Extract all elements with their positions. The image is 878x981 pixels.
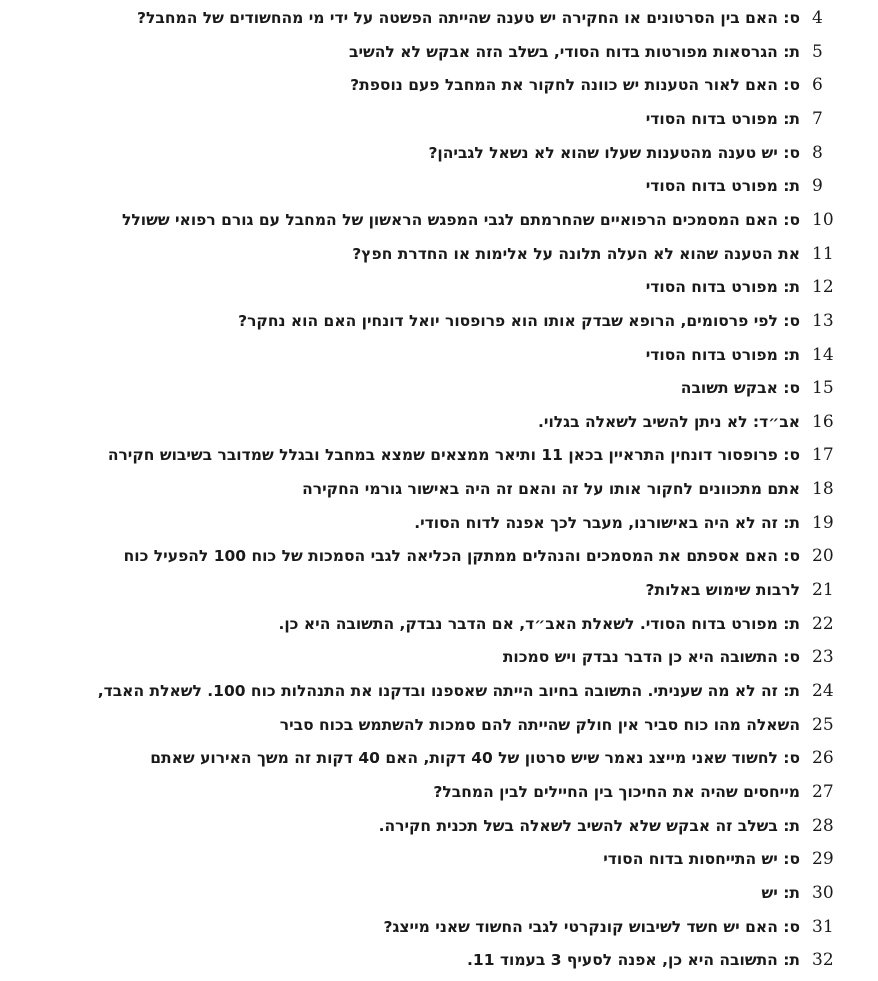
- line-number: 25: [812, 714, 834, 735]
- line-text: ת: בשלב זה אבקש שלא להשיב לשאלה בשל תכנית חקירה.: [378, 816, 800, 835]
- line-text: ס: האם אספתם את המסמכים והנהלים ממתקן הכליאה לגבי הסמכות של כוח 100 להפעיל כוח: [123, 547, 800, 566]
- line-number: 10: [812, 209, 834, 230]
- line-number: 24: [812, 681, 834, 701]
- transcript-line: [0, 372, 878, 405]
- line-number: 11: [812, 243, 834, 264]
- line-number: 19: [812, 512, 834, 533]
- line-number: 8: [812, 142, 823, 163]
- transcript-line: [0, 439, 878, 472]
- transcript-line: [0, 170, 878, 203]
- line-text: ס: יש טענה מהטענות שעלו שהוא לא נשאל לגביהן?: [428, 143, 800, 162]
- line-text: ס: פרופסור דונחין התראיין בכאן 11 ותיאר ממצאים שמצא במחבל ובגלל שמדובר בשיבוש חקירה: [107, 446, 800, 465]
- line-text: ת: הגרסאות מפורטות בדוח הסודי, בשלב הזה אבקש לא להשיב: [349, 42, 800, 61]
- transcript-line: [0, 137, 878, 170]
- line-number: 28: [812, 815, 834, 836]
- line-number: 21: [812, 580, 834, 601]
- line-text: ס: התשובה היא כן הדבר נבדק ויש סמכות: [502, 648, 800, 667]
- line-number: 9: [812, 176, 823, 197]
- transcript-line: [0, 103, 878, 136]
- line-number: 30: [812, 882, 834, 903]
- transcript-line: [0, 69, 878, 102]
- line-text: ת: זה לא היה באישורנו, מעבר לכך אפנה לדוח הסודי.: [414, 513, 800, 532]
- line-text: אב״ד: לא ניתן להשיב לשאלה בגלוי.: [538, 412, 800, 431]
- transcript-line: [0, 473, 878, 506]
- line-number: 13: [812, 310, 834, 331]
- line-number: 14: [812, 344, 834, 365]
- line-number: 18: [812, 479, 834, 500]
- line-number: 12: [812, 277, 834, 298]
- transcript-line: [0, 305, 878, 338]
- transcript-line: [0, 911, 878, 944]
- transcript-line: [0, 709, 878, 742]
- transcript-line: [0, 608, 878, 641]
- line-number: 15: [812, 378, 834, 399]
- line-text: השאלה מהו כוח סביר אין חולק שהייתה להם סמכות להשתמש בכוח סביר: [279, 715, 800, 734]
- line-text: ת: מפורט בדוח הסודי: [645, 278, 800, 297]
- line-text: ס: אבקש תשובה: [680, 379, 800, 398]
- line-text: ת: יש: [761, 883, 800, 902]
- line-number: 31: [812, 916, 834, 937]
- transcript-line: [0, 776, 878, 809]
- transcript-line: [0, 339, 878, 372]
- line-text: לרבות שימוש באלות?: [645, 581, 800, 600]
- line-text: ת: התשובה היא כן, אפנה לסעיף 3 בעמוד 11.: [467, 951, 800, 970]
- line-text: ת: מפורט בדוח הסודי: [645, 177, 800, 196]
- transcript-line: [0, 2, 878, 35]
- line-text: ס: לפי פרסומים, הרופא שבדק אותו הוא פרופסור יואל דונחין האם הוא נחקר?: [238, 311, 800, 330]
- line-text: מייחסים שהיה את החיכוך בין החיילים לבין המחבל?: [433, 782, 800, 801]
- line-text: ס: האם יש חשד לשיבוש קונקרטי לגבי החשוד שאני מייצג?: [383, 917, 800, 936]
- line-number: 5: [812, 41, 823, 62]
- transcript-line: [0, 877, 878, 910]
- line-text: ס: לחשוד שאני מייצג נאמר שיש סרטון של 40 דקות, האם 40 דקות זה משך האירוע שאתם: [150, 749, 800, 768]
- line-number: 26: [812, 748, 834, 769]
- line-number: 32: [812, 950, 834, 971]
- transcript-line: [0, 574, 878, 607]
- line-text: ס: יש התייחסות בדוח הסודי: [603, 850, 800, 869]
- transcript-line: [0, 675, 878, 708]
- transcript-line: [0, 641, 878, 674]
- transcript-line: [0, 507, 878, 540]
- line-text: ת: מפורט בדוח הסודי: [645, 345, 800, 364]
- transcript-line: [0, 204, 878, 237]
- line-text: ת: מפורט בדוח הסודי. לשאלת האב״ד, אם הדבר נבדק, התשובה היא כן.: [278, 614, 800, 633]
- line-number: 23: [812, 647, 834, 668]
- line-text: ת: זה לא מה שעניתי. התשובה בחיוב הייתה שאספנו ובדקנו את התנהלות כוח 100. לשאלת האבד,: [97, 682, 800, 700]
- line-text: את הטענה שהוא לא העלה תלונה על אלימות או החדרת חפץ?: [352, 244, 800, 263]
- line-text: אתם מתכוונים לחקור אותו על זה והאם זה היה באישור גורמי החקירה: [302, 480, 800, 499]
- transcript-line: [0, 742, 878, 775]
- line-number: 16: [812, 411, 834, 432]
- line-number: 17: [812, 445, 834, 466]
- line-number: 29: [812, 849, 834, 870]
- line-number: 7: [812, 108, 823, 129]
- line-number: 27: [812, 781, 834, 802]
- line-text: ס: האם לאור הטענות יש כוונה לחקור את המחבל פעם נוספת?: [350, 76, 800, 95]
- line-text: ס: האם המסמכים הרפואיים שהחרמתם לגבי המפגש הראשון של המחבל עם גורם רפואי ששולל: [122, 210, 800, 229]
- line-number: 4: [812, 8, 823, 28]
- transcript-line: [0, 843, 878, 876]
- transcript-line: [0, 238, 878, 271]
- transcript-line: [0, 271, 878, 304]
- transcript-line: [0, 810, 878, 843]
- line-text: ס: האם בין הסרטונים או החקירה יש טענה שהייתה הפשטה על ידי מי מהחשודים של המחבל?: [137, 9, 800, 27]
- line-number: 6: [812, 75, 823, 96]
- transcript-line: [0, 540, 878, 573]
- transcript-line: [0, 36, 878, 69]
- line-number: 20: [812, 546, 834, 567]
- transcript-line: [0, 406, 878, 439]
- line-number: 22: [812, 613, 834, 634]
- line-text: ת: מפורט בדוח הסודי: [645, 109, 800, 128]
- transcript-line: [0, 944, 878, 977]
